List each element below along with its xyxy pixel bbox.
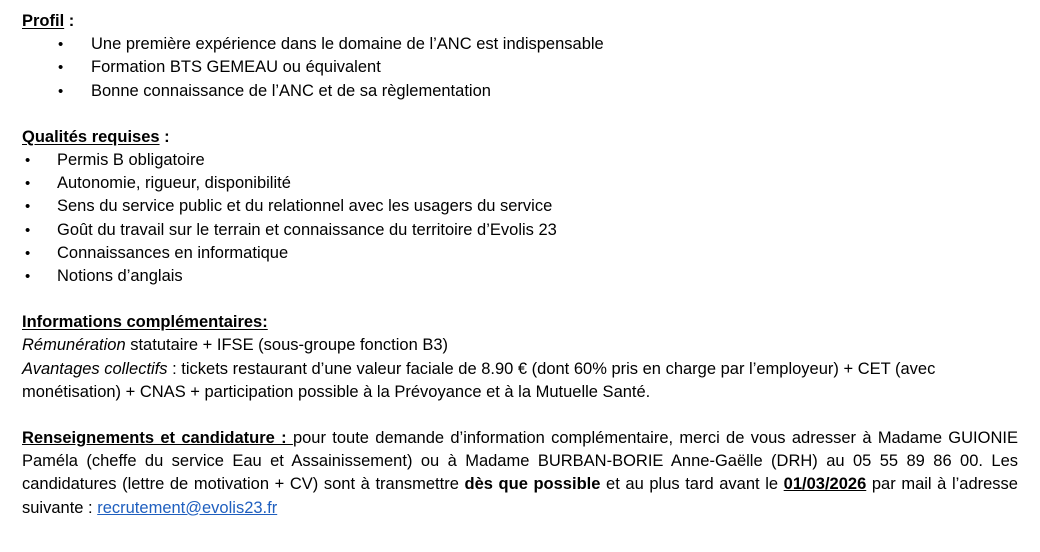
list-item-text: Goût du travail sur le terrain et connaissance du territoire d’Evolis 23 <box>57 220 557 239</box>
list-item-text: Connaissances en informatique <box>57 243 289 262</box>
bullet-icon: • <box>58 82 64 100</box>
list-item <box>22 242 1018 265</box>
profil-list <box>22 33 1018 103</box>
renseignements-text-2: et au plus tard avant le <box>600 475 784 494</box>
list-item <box>22 219 1018 242</box>
list-item-text: Notions d’anglais <box>57 267 183 286</box>
bullet-icon: • <box>25 221 31 239</box>
informations-heading: Informations complémentaires: <box>22 313 268 332</box>
bullet-icon: • <box>25 198 31 216</box>
profil-section <box>22 10 1018 103</box>
bullet-icon: • <box>25 175 31 193</box>
remuneration-text: statutaire + IFSE (sous-groupe fonction B3) <box>125 336 449 355</box>
profil-heading-suffix: : <box>64 12 75 30</box>
bullet-icon: • <box>58 36 64 54</box>
renseignements-emphasis: dès que possible <box>464 475 601 494</box>
list-item-text: Sens du service public et du relationnel avec les usagers du service <box>57 197 553 216</box>
bullet-icon: • <box>25 268 31 286</box>
list-item <box>22 80 1018 103</box>
profil-heading-line <box>22 10 1018 33</box>
list-item-text: Une première expérience dans le domaine de l’ANC est indispensable <box>91 35 604 54</box>
profil-heading: Profil <box>22 12 65 30</box>
avantages-paragraph <box>22 358 1018 404</box>
list-item-text: Bonne connaissance de l’ANC et de sa règlementation <box>91 81 491 100</box>
renseignements-heading: Renseignements et candidature : <box>22 429 293 448</box>
list-item <box>22 149 1018 172</box>
qualites-list <box>22 149 1018 288</box>
list-item <box>22 33 1018 56</box>
list-item <box>22 195 1018 218</box>
spacer <box>22 404 1018 427</box>
renseignements-text-3: par mail à l’adresse suivante : <box>22 475 1018 517</box>
spacer <box>22 288 1018 311</box>
qualites-heading-suffix: : <box>159 127 170 146</box>
list-item-text: Autonomie, rigueur, disponibilité <box>57 174 291 193</box>
list-item <box>22 265 1018 288</box>
avantages-label: Avantages collectifs <box>22 359 168 378</box>
avantages-text: : tickets restaurant d’une valeur faciale de 8.90 € (dont 60% pris en charge par l’employeur) + CET (avec monétisation) + CNAS + participation possible à la Prévoyance et à la Mutuelle Santé. <box>22 359 936 401</box>
email-link[interactable]: recrutement@evolis23.fr <box>97 498 278 517</box>
bullet-icon: • <box>25 152 31 170</box>
list-item <box>22 56 1018 79</box>
remuneration-line <box>22 334 1018 357</box>
list-item <box>22 172 1018 195</box>
qualites-heading-line <box>22 126 1018 149</box>
renseignements-text-1: pour toute demande d’information complémentaire, merci de vous adresser à Madame GUIONIE Paméla (cheffe du service Eau et Assainissement) ou à Madame BURBAN-BORIE Anne-Gaëlle (DRH) au 05 55 89 86 00. Les candidatures (lettre de motivation + CV) sont à transmettre <box>22 429 1018 494</box>
informations-section <box>22 311 1018 404</box>
spacer <box>22 103 1018 126</box>
bullet-icon: • <box>25 244 31 262</box>
bullet-icon: • <box>58 59 64 77</box>
remuneration-label: Rémunération <box>22 336 126 355</box>
qualites-heading: Qualités requises <box>22 127 160 146</box>
qualites-section <box>22 126 1018 288</box>
list-item-text: Formation BTS GEMEAU ou équivalent <box>91 58 381 77</box>
list-item-text: Permis B obligatoire <box>57 151 205 170</box>
renseignements-paragraph <box>22 427 1018 520</box>
deadline-date: 01/03/2026 <box>783 475 867 494</box>
